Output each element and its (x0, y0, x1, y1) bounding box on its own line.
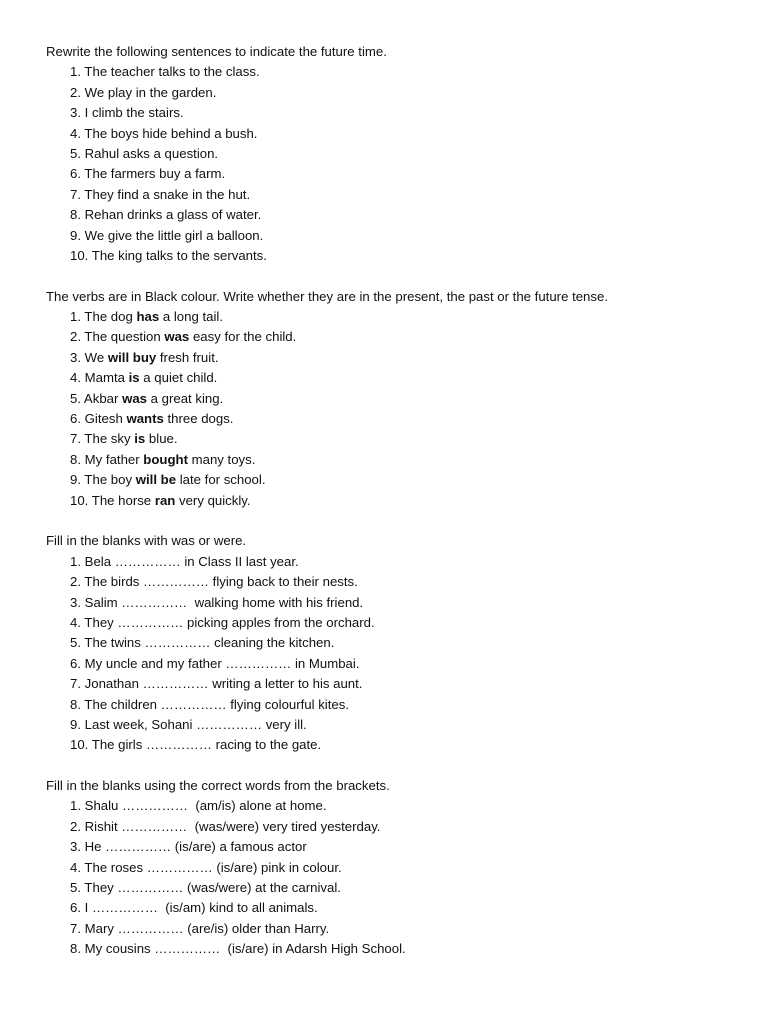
sentence-end: a great king. (147, 390, 224, 406)
verb: was (164, 329, 190, 345)
verb: is (134, 431, 146, 447)
exercise-item: 4. The boys hide behind a bush. (70, 125, 258, 141)
sentence-end: a long tail. (159, 309, 223, 325)
sentence-end: a quiet child. (139, 370, 218, 386)
exercise-item: 5. They …………… (was/were) at the carnival. (70, 880, 341, 896)
sentence-start: 8. My father (70, 451, 144, 467)
sentence-end: blue. (145, 431, 178, 447)
exercise-item: 1. The teacher talks to the class. (70, 64, 260, 80)
exercise-item: 8. Rehan drinks a glass of water. (70, 207, 262, 223)
sentence-start: 7. The sky (70, 431, 135, 447)
exercise-item: 8. My cousins …………… (is/are) in Adarsh High School. (70, 941, 406, 957)
exercise-item (70, 307, 748, 327)
section-heading: Fill in the blanks with was or were. (46, 533, 247, 549)
exercise-item: 10. The king talks to the servants. (70, 247, 267, 263)
exercise-item (70, 368, 748, 388)
exercise-item (70, 348, 748, 368)
sentence-start: 6. Gitesh (70, 411, 127, 427)
exercise-list (46, 796, 748, 959)
exercise-list (46, 552, 748, 756)
exercise-item: 4. They …………… picking apples from the orchard. (70, 614, 375, 630)
worksheet (46, 42, 748, 980)
verb: is (128, 370, 140, 386)
exercise-item: 6. I …………… (is/am) kind to all animals. (70, 900, 318, 916)
exercise-item (70, 450, 748, 470)
sentence-start: 2. The question (70, 329, 165, 345)
exercise-item: 9. We give the little girl a balloon. (70, 227, 264, 243)
exercise-item: 5. Rahul asks a question. (70, 145, 219, 161)
exercise-item: 9. Last week, Sohani …………… very ill. (70, 716, 307, 732)
section-heading: Rewrite the following sentences to indicate the future time. (46, 44, 387, 59)
section-future-time (46, 42, 748, 266)
exercise-item: 10. The girls …………… racing to the gate. (70, 737, 322, 753)
exercise-item: 1. Bela …………… in Class II last year. (70, 553, 299, 569)
exercise-item: 6. The farmers buy a farm. (70, 166, 226, 182)
verb: has (136, 309, 160, 325)
exercise-item: 7. They find a snake in the hut. (70, 186, 251, 202)
section-was-were (46, 531, 748, 755)
exercise-item: 2. We play in the garden. (70, 84, 217, 100)
exercise-item: 3. He …………… (is/are) a famous actor (70, 839, 307, 855)
sentence-end: many toys. (187, 451, 256, 467)
sentence-start: 1. The dog (70, 309, 137, 325)
sentence-start: 9. The boy (70, 472, 136, 488)
exercise-item: 3. I climb the stairs. (70, 105, 184, 121)
exercise-item (70, 491, 748, 511)
verb: will buy (107, 349, 157, 365)
sentence-start: 3. We (70, 349, 108, 365)
exercise-item: 2. The birds …………… flying back to their nests. (70, 574, 358, 590)
exercise-item (70, 389, 748, 409)
verb: was (122, 390, 147, 406)
exercise-item (70, 429, 748, 449)
exercise-item: 3. Salim …………… walking home with his friend. (70, 594, 364, 610)
sentence-end: fresh fruit. (156, 349, 219, 365)
sentence-end: three dogs. (163, 411, 234, 427)
verb: bought (143, 451, 188, 467)
exercise-item (70, 327, 748, 347)
sentence-start: 4. Mamta (70, 370, 129, 386)
sentence-end: very quickly. (175, 492, 251, 508)
verb: wants (126, 411, 164, 427)
sentence-end: easy for the child. (189, 329, 297, 345)
section-verb-tense (46, 287, 748, 511)
exercise-list (46, 62, 748, 266)
section-heading: The verbs are in Black colour. Write whether they are in the present, the past or the future tense. (46, 288, 608, 304)
exercise-item: 4. The roses …………… (is/are) pink in colour. (70, 859, 342, 875)
exercise-item: 2. Rishit …………… (was/were) very tired yesterday. (70, 818, 381, 834)
exercise-item: 6. My uncle and my father …………… in Mumbai. (70, 655, 360, 671)
exercise-item: 1. Shalu …………… (am/is) alone at home. (70, 798, 327, 814)
verb: will be (135, 472, 177, 488)
exercise-item: 7. Jonathan …………… writing a letter to his aunt. (70, 676, 363, 692)
exercise-list (46, 307, 748, 511)
sentence-start: 10. The horse (70, 492, 155, 508)
section-brackets (46, 776, 748, 960)
verb: ran (154, 492, 176, 508)
exercise-item: 7. Mary …………… (are/is) older than Harry. (70, 920, 330, 936)
section-heading: Fill in the blanks using the correct words from the brackets. (46, 778, 390, 794)
exercise-item (70, 409, 748, 429)
exercise-item: 5. The twins …………… cleaning the kitchen. (70, 635, 335, 651)
sentence-end: late for school. (176, 472, 266, 488)
exercise-item: 8. The children …………… flying colourful kites. (70, 696, 349, 712)
sentence-start: 5. Akbar (70, 390, 123, 406)
exercise-item (70, 470, 748, 490)
